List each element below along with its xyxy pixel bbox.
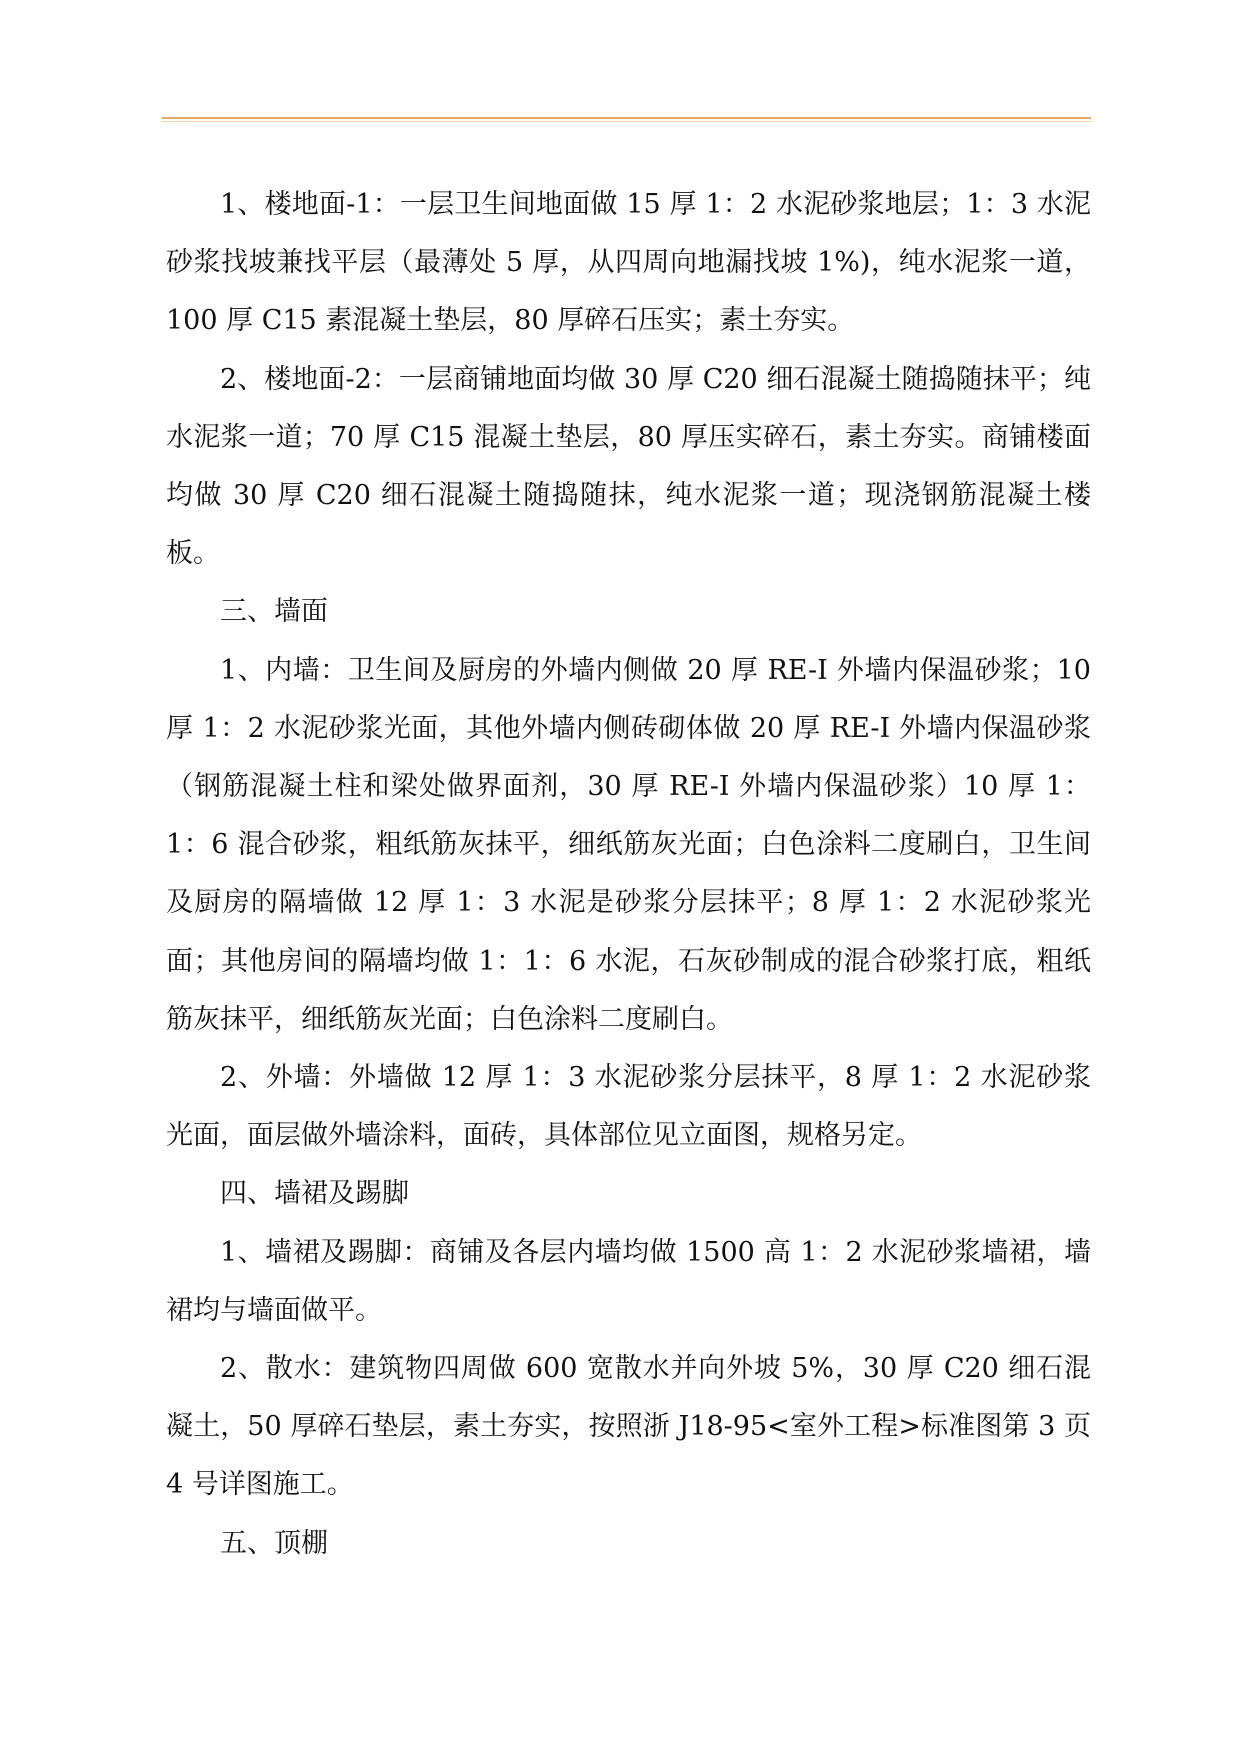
section-heading-dado-skirting: 四、墙裙及踢脚: [220, 1178, 409, 1210]
paragraph-interior-wall: 1、内墙：卫生间及厨房的外墙内侧做 20 厚 RE-I 外墙内保温砂浆；10 厚 1：2 水泥砂浆光面，其他外墙内侧砖砌体做 20 厚 RE-I 外墙内保温砂浆（钢筋混凝土柱和梁处做界面剂，30 厚 RE-I 外墙内保温砂浆）10 厚 1：1：6 混合砂浆，粗纸筋灰抹平，细纸筋灰光面；白色涂料二度刷白，卫生间及厨房的隔墙做 12 厚 1：3 水泥是砂浆分层抹平；8 厚 1：2 水泥砂浆光面；其他房间的隔墙均做 1：1：6 水泥，石灰砂制成的混合砂浆打底，粗纸筋灰抹平，细纸筋灰光面；白色涂料二度刷白。: [166, 654, 1091, 1035]
paragraph-apron: 2、散水：建筑物四周做 600 宽散水并向外坡 5%，30 厚 C20 细石混凝土，50 厚碎石垫层，素土夯实，按照浙 J18-95<室外工程>标准图第 3 页 4 号详图施工。: [166, 1353, 1091, 1501]
paragraph-floor-2: 2、楼地面-2：一层商铺地面均做 30 厚 C20 细石混凝土随捣随抹平；纯水泥浆一道；70 厚 C15 混凝土垫层，80 厚压实碎石，素土夯实。商铺楼面均做 30 厚 C20 细石混凝土随捣随抹，纯水泥浆一道；现浇钢筋混凝土楼板。: [166, 363, 1091, 570]
document-body: [166, 176, 1091, 1573]
paragraph-floor-1: 1、楼地面-1：一层卫生间地面做 15 厚 1：2 水泥砂浆地层；1：3 水泥砂浆找坡兼找平层（最薄处 5 厚，从四周向地漏找坡 1%)，纯水泥浆一道，100 厚 C15 素混凝土垫层，80 厚碎石压实；素土夯实。: [166, 189, 1091, 337]
header-divider: [162, 117, 1091, 119]
section-heading-wall: 三、墙面: [220, 596, 328, 628]
paragraph-dado-skirting: 1、墙裙及踢脚：商铺及各层内墙均做 1500 高 1：2 水泥砂浆墙裙，墙裙均与墙面做平。: [166, 1236, 1091, 1326]
section-heading-ceiling: 五、顶棚: [220, 1527, 328, 1559]
paragraph-exterior-wall: 2、外墙：外墙做 12 厚 1：3 水泥砂浆分层抹平，8 厚 1：2 水泥砂浆光面，面层做外墙涂料，面砖，具体部位见立面图，规格另定。: [166, 1062, 1091, 1152]
